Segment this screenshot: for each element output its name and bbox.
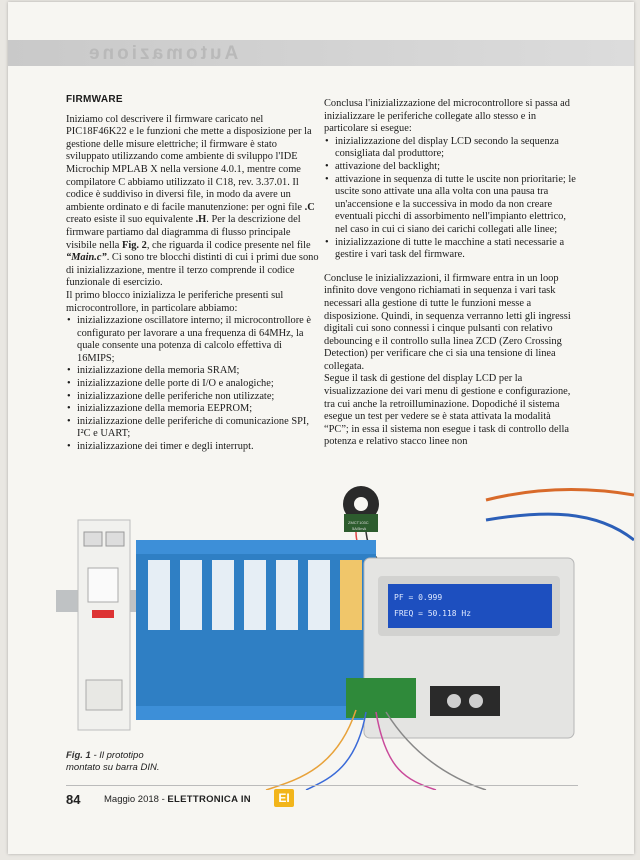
init-list-mcu xyxy=(66,315,322,454)
list-item: • inizializzazione delle porte di I/O e analogiche; xyxy=(77,378,322,391)
sensor-label-bottom: 5A/5mA xyxy=(352,526,367,531)
circuit-breaker xyxy=(78,520,130,730)
figure-reference: Fig. 2 xyxy=(121,239,147,251)
sensor-label-top: ZMCT103C xyxy=(348,520,369,525)
paragraph-main-loop: Concluse le inizializzazioni, il firmware entra in un loop infinito dove vengono richiamati in sequenza i vari task necessari alla gestione di tutte le funzioni messe a disposizione. Quindi, in sequenza verranno letti gli ingressi digitali cui sono connessi i cinque pulsanti con relativo debouncing e il controllo sulla linea ZCD (Zero Crossing Detection) per verificare che ci sia una tensione di linea collegata. xyxy=(324,272,571,372)
lcd-line-1: PF = 0.999 xyxy=(394,593,443,602)
magazine-page xyxy=(8,2,634,854)
file-name: “Main.c” xyxy=(66,252,107,264)
magazine-name: ELETTRONICA IN xyxy=(167,794,251,805)
controller-enclosure xyxy=(346,558,574,738)
lcd-display xyxy=(388,584,552,628)
list-item: • inizializzazione della memoria EEPROM; xyxy=(77,403,322,416)
list-item: • inizializzazione dei timer e degli interrupt. xyxy=(77,441,322,454)
list-item: • attivazione del backlight; xyxy=(335,161,578,174)
text-column-right xyxy=(324,98,578,449)
list-item: • inizializzazione di tutte le macchine a stati necessarie a gestire i vari task del firmware. xyxy=(335,237,578,262)
init-list-peripherals xyxy=(324,136,578,262)
figure-caption xyxy=(66,750,159,774)
paragraph-peripherals: Conclusa l'inizializzazione del microcontrollore si passa ad inizializzare le periferiche collegate allo stesso e in particolare si esegue: xyxy=(324,98,570,135)
lcd-line-2: FREQ = 50.118 Hz xyxy=(394,609,472,618)
footer-issue xyxy=(104,794,251,805)
intro-text: Iniziamo col descrivere il firmware caricato nel PIC18F46K22 e le funzioni che mette a disposizione per la gestione delle misure elettriche; il firmware è stato sviluppato utilizzando come ambiente di sviluppo l'IDE Microchip MPLAB X nella versione 4.0.1, mentre come compilatore C abbiamo utilizzato il C18, rev. 3.37.01. Il codice è suddiviso in diversi file, in modo da avere un ambiente ordinato e di facile manutenzione: per ogni file xyxy=(66,113,312,213)
list-item: • attivazione in sequenza di tutte le uscite non prioritarie; le uscite sono attivate una alla volta con una pausa tra un'accensione e la successiva in modo da non creare eventuali picchi di assorbimento nell'impianto elettrico, nel caso in cui ci siano dei carichi collegati alle linee; xyxy=(335,174,578,237)
relay-bank xyxy=(136,540,376,720)
caption-text-2: montato su barra DIN. xyxy=(66,762,160,773)
ext-h: .H xyxy=(195,214,207,226)
prototype-photo xyxy=(56,480,634,790)
footer-divider xyxy=(66,785,578,786)
caption-fig-label: Fig. 1 xyxy=(66,750,91,761)
list-item: • inizializzazione della memoria SRAM; xyxy=(77,365,322,378)
list-item: • inizializzazione oscillatore interno; il microcontrollore è configurato per lavorare a una frequenza di 64MHz, la quale consente una potenza di calcolo effettiva di 16MIPS; xyxy=(77,315,322,365)
paragraph-first-block: Il primo blocco inizializza le periferiche presenti sul microcontrollore, in particolare abbiamo: xyxy=(66,289,284,314)
usb-connector xyxy=(430,686,500,716)
section-heading: FIRMWARE xyxy=(66,94,123,105)
text-column-left xyxy=(66,94,322,454)
list-item: • inizializzazione delle periferiche di comunicazione SPI, I²C e UART; xyxy=(77,416,322,441)
magazine-logo: EI xyxy=(274,789,294,807)
section-brand: Automazione xyxy=(86,43,239,64)
intro-text-2: creato esiste il suo equivalente xyxy=(66,214,196,226)
page-number: 84 xyxy=(66,792,81,807)
intro-text-4: , che riguarda il codice presente nel file xyxy=(146,239,311,251)
paragraph-lcd-task: Segue il task di gestione del display LCD per la visualizzazione dei vari menu di gestione e configurazione, tra cui anche la retroilluminazione. Dopodiché il sistema esegue un test per vedere se è stata attivata la modalità “PC”; in essa il sistema non esegue i task di controllo della potenza e relativo stacco linee non xyxy=(324,373,571,448)
list-item: • inizializzazione del display LCD secondo la sequenza consigliata dal produttore; xyxy=(335,136,578,161)
list-item: • inizializzazione delle periferiche non utilizzate; xyxy=(77,391,322,404)
caption-text-1: - Il prototipo xyxy=(90,750,144,761)
intro-text-5: . Ci sono tre blocchi distinti di cui i primi due sono di inizializzazione, mentre il terzo comprende il codice funzionale di esercizio. xyxy=(66,252,319,289)
issue-date: Maggio 2018 - xyxy=(104,794,168,805)
intro-text-3: . Per la descrizione del firmware partiamo dal diagramma di flusso principale visibile nella xyxy=(66,214,301,251)
terminal-block xyxy=(346,678,416,718)
paragraph-intro xyxy=(66,114,322,290)
ext-c: .C xyxy=(304,201,315,213)
